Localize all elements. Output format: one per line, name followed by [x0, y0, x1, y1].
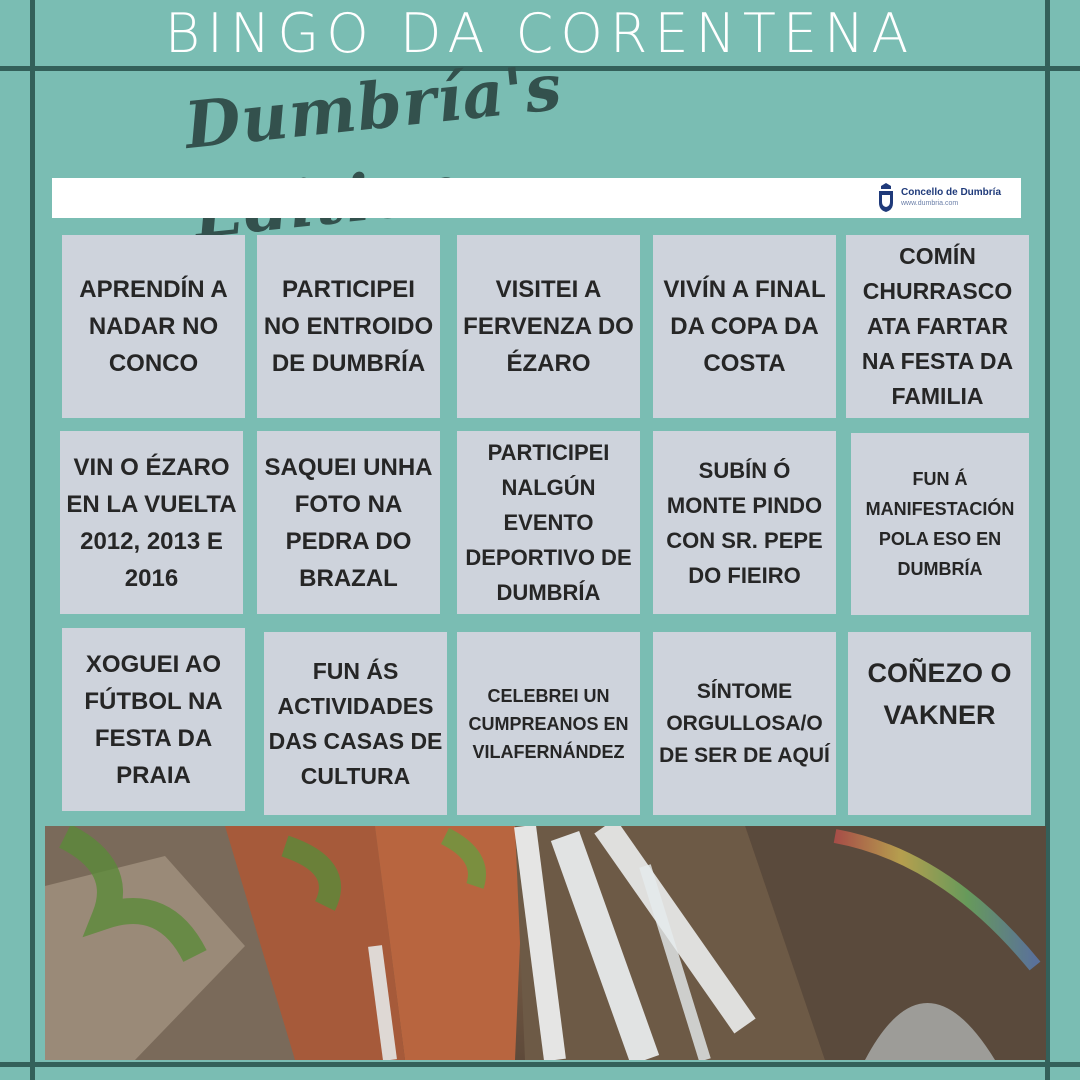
bingo-cell[interactable]: APRENDÍN A NADAR NO CONCO — [62, 235, 245, 418]
bingo-cell[interactable]: SUBÍN Ó MONTE PINDO CON SR. PEPE DO FIEIRO — [653, 431, 836, 614]
bingo-cell[interactable]: VIN O ÉZARO EN LA VUELTA 2012, 2013 E 2016 — [60, 431, 243, 614]
bingo-cell[interactable]: COÑEZO O VAKNER — [848, 632, 1031, 815]
coat-of-arms-icon — [877, 183, 895, 213]
frame-line-bottom — [0, 1062, 1080, 1067]
logo-url: www.dumbria.com — [900, 200, 959, 207]
bingo-cell[interactable]: PARTICIPEI NO ENTROIDO DE DUMBRÍA — [257, 235, 440, 418]
page-subtitle: Dumbría's — [181, 49, 566, 165]
bingo-cell[interactable]: XOGUEI AO FÚTBOL NA FESTA DA PRAIA — [62, 628, 245, 811]
frame-line-left — [30, 0, 35, 1080]
bingo-cell[interactable]: SAQUEI UNHA FOTO NA PEDRA DO BRAZAL — [257, 431, 440, 614]
bingo-cell[interactable]: CELEBREI UN CUMPREANOS EN VILAFERNÁNDEZ — [457, 632, 640, 815]
page-title: BINGO DA CORENTENA — [164, 2, 916, 65]
bingo-cell[interactable]: COMÍN CHURRASCO ATA FARTAR NA FESTA DA FAMILIA — [846, 235, 1029, 418]
concello-logo — [877, 181, 1001, 215]
bingo-cell[interactable]: SÍNTOME ORGULLOSA/O DE SER DE AQUÍ — [653, 632, 836, 815]
logo-banner — [52, 178, 1021, 218]
logo-name: Concello de Dumbría — [900, 187, 1001, 198]
bingo-cell[interactable]: FUN Á MANIFESTACIÓN POLA ESO EN DUMBRÍA — [851, 433, 1029, 615]
bingo-cell[interactable]: VISITEI A FERVENZA DO ÉZARO — [457, 235, 640, 418]
bingo-cell[interactable]: PARTICIPEI NALGÚN EVENTO DEPORTIVO DE DUMBRÍA — [457, 431, 640, 614]
bingo-cell[interactable]: FUN ÁS ACTIVIDADES DAS CASAS DE CULTURA — [264, 632, 447, 815]
bingo-cell[interactable]: VIVÍN A FINAL DA COPA DA COSTA — [653, 235, 836, 418]
waterfall-photo — [45, 826, 1046, 1060]
